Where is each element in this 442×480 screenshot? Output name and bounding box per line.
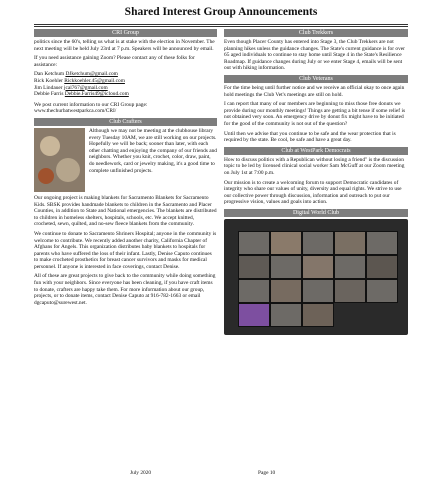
veterans-p1: For the time being until further notice and we receive an official okay to once again hold meetings the Club Vet's meetings are still on hold. <box>224 84 405 98</box>
email-link[interactable]: jcal767@gmail.com <box>63 84 108 91</box>
contact-list <box>34 71 217 97</box>
trekkers-p1: Even though Placer County has entered into Stage 3, the Club Trekkers are not planning hikes unless the guidance changes. The State's current guidance is for over 65 aged individuals to continue to stay home until Stage 4 in the State's Resilience Roadmap. If guidance changes during July or we enter Stage 4, emails will be sent out with hiking information. <box>224 39 405 72</box>
democrats-p1: How to discuss politics with a Republican without losing a friend" is the discussion topic to be led by licensed clinical social worker Sam McGuff at our Zoom meeting on July 1st at 7:00 p.m. <box>224 156 405 176</box>
crafters-heading: Club Crafters <box>34 118 217 126</box>
zoom-meeting-photo <box>224 219 408 335</box>
contact: Dan Ketchum DJketchum@gmail.com <box>34 71 118 78</box>
title-rule-2 <box>34 26 408 27</box>
veterans-heading: Club Veterans <box>224 75 408 83</box>
left-column <box>34 29 217 309</box>
veterans-p3: Until then we advise that you continue to be safe and the wear protection that is required by the state. Be cool, be safe and have a great day. <box>224 130 396 144</box>
digital-heading: Digital World Club <box>224 209 408 217</box>
contact: Rick Koehler Rickkoehler.45@gmail.com <box>34 77 125 84</box>
email-link[interactable]: Rickkoehler.45@gmail.com <box>64 77 125 84</box>
contact: Jim Lindauer jcal767@gmail.com <box>34 84 108 91</box>
contact: Debbie Farris Debbie.Farris49@icloud.com <box>34 91 129 98</box>
crafters-p4: All of these are great projects to give back to the community while doing something fun with your neighbors. Since everyone has been cleaning, if you have craft items to donate, crafters are happy take them. For more information about our group, projects, or to donate items, contact Denise Caputo at 916-782-1663 or email dgcaputo@surewest.net. <box>34 273 216 306</box>
democrats-p2: Our mission is to create a welcoming forum to support Democratic candidates of integrity who share our values of unity, diversity and equal rights. We strive to use our collective power through discussion, information and outreach to put our progressive vision, values and goals into action. <box>224 179 402 206</box>
page-title: Shared Interest Group Announcements <box>124 6 318 18</box>
email-link[interactable]: Debbie.Farris49@icloud.com <box>64 91 129 98</box>
trekkers-heading: Club Trekkers <box>224 29 408 37</box>
cri-p3: We post current information to our CRI Group page: www.thechurbatwestparkca.com/CRI/ <box>34 101 148 115</box>
cri-p2: If you need assistance gaining Zoom? Please contact any of these folks for assistance: <box>34 55 195 68</box>
crafters-photo <box>34 128 85 192</box>
email-link[interactable]: DJketchum@gmail.com <box>65 71 118 78</box>
cri-heading: CRI Group <box>34 29 217 37</box>
footer-date: July 2020 <box>130 470 152 476</box>
democrats-heading: Club at WestPark Democrats <box>224 147 408 155</box>
title-rule <box>34 24 408 25</box>
veterans-p2: I can report that many of our members are beginning to miss those free donuts we provide during our monthly meetings! Things are getting a bit tense if some relief is not obtained very soon. An emergency drive by donut fix might have to be initiated for the good of the community is not out of the question? <box>224 101 406 127</box>
crafters-p3: We continue to donate to Sacramento Shriners Hospital; anyone in the community is welcome to contribute. We recently added another charity, California Chapter of Afghans for Angels. This organization distributes baby blankets to hospitals for parents who have suffered the loss of their infant. Lastly, Denise Caputo continues to make crocheted prosthetics for breast cancer survivors and masks for medical personnel. If anyone is interested in face coverings, contact Denise. <box>34 230 217 270</box>
right-column <box>224 29 408 335</box>
footer-page: Page 10 <box>258 470 276 476</box>
crafters-p1: Although we may not be meeting at the clubhouse library every Tuesday 10AM, we are still working on our projects. Hopefully we will be back; sooner than later, with each other chatting and enjoying the company of our friends and neighbors. Whether you knit, crochet, color, draw, paint, do needlework, card or jewelry making, it's a good time to complete unfinished projects. <box>89 127 217 174</box>
cri-p1: politics since the 60's, telling us what is at stake with the election in November. The next meeting will be held July 23rd at 7 p.m. Speakers will be announced by email. <box>34 39 215 52</box>
crafters-p2: Our ongoing project is making blankets for Sacramento Blankets for Sacramento Kids. SBSK provides handmade blankets to children in the Sacramento and Placer Counties, in addition to State and National emergencies. The blankets are distributed to children in homeless shelters, hospitals, schools, etc. We accept knitted, crocheted, sewn, quilted, and no-sew fleece blankets from the community. <box>34 194 217 228</box>
crafters-intro <box>34 128 217 192</box>
